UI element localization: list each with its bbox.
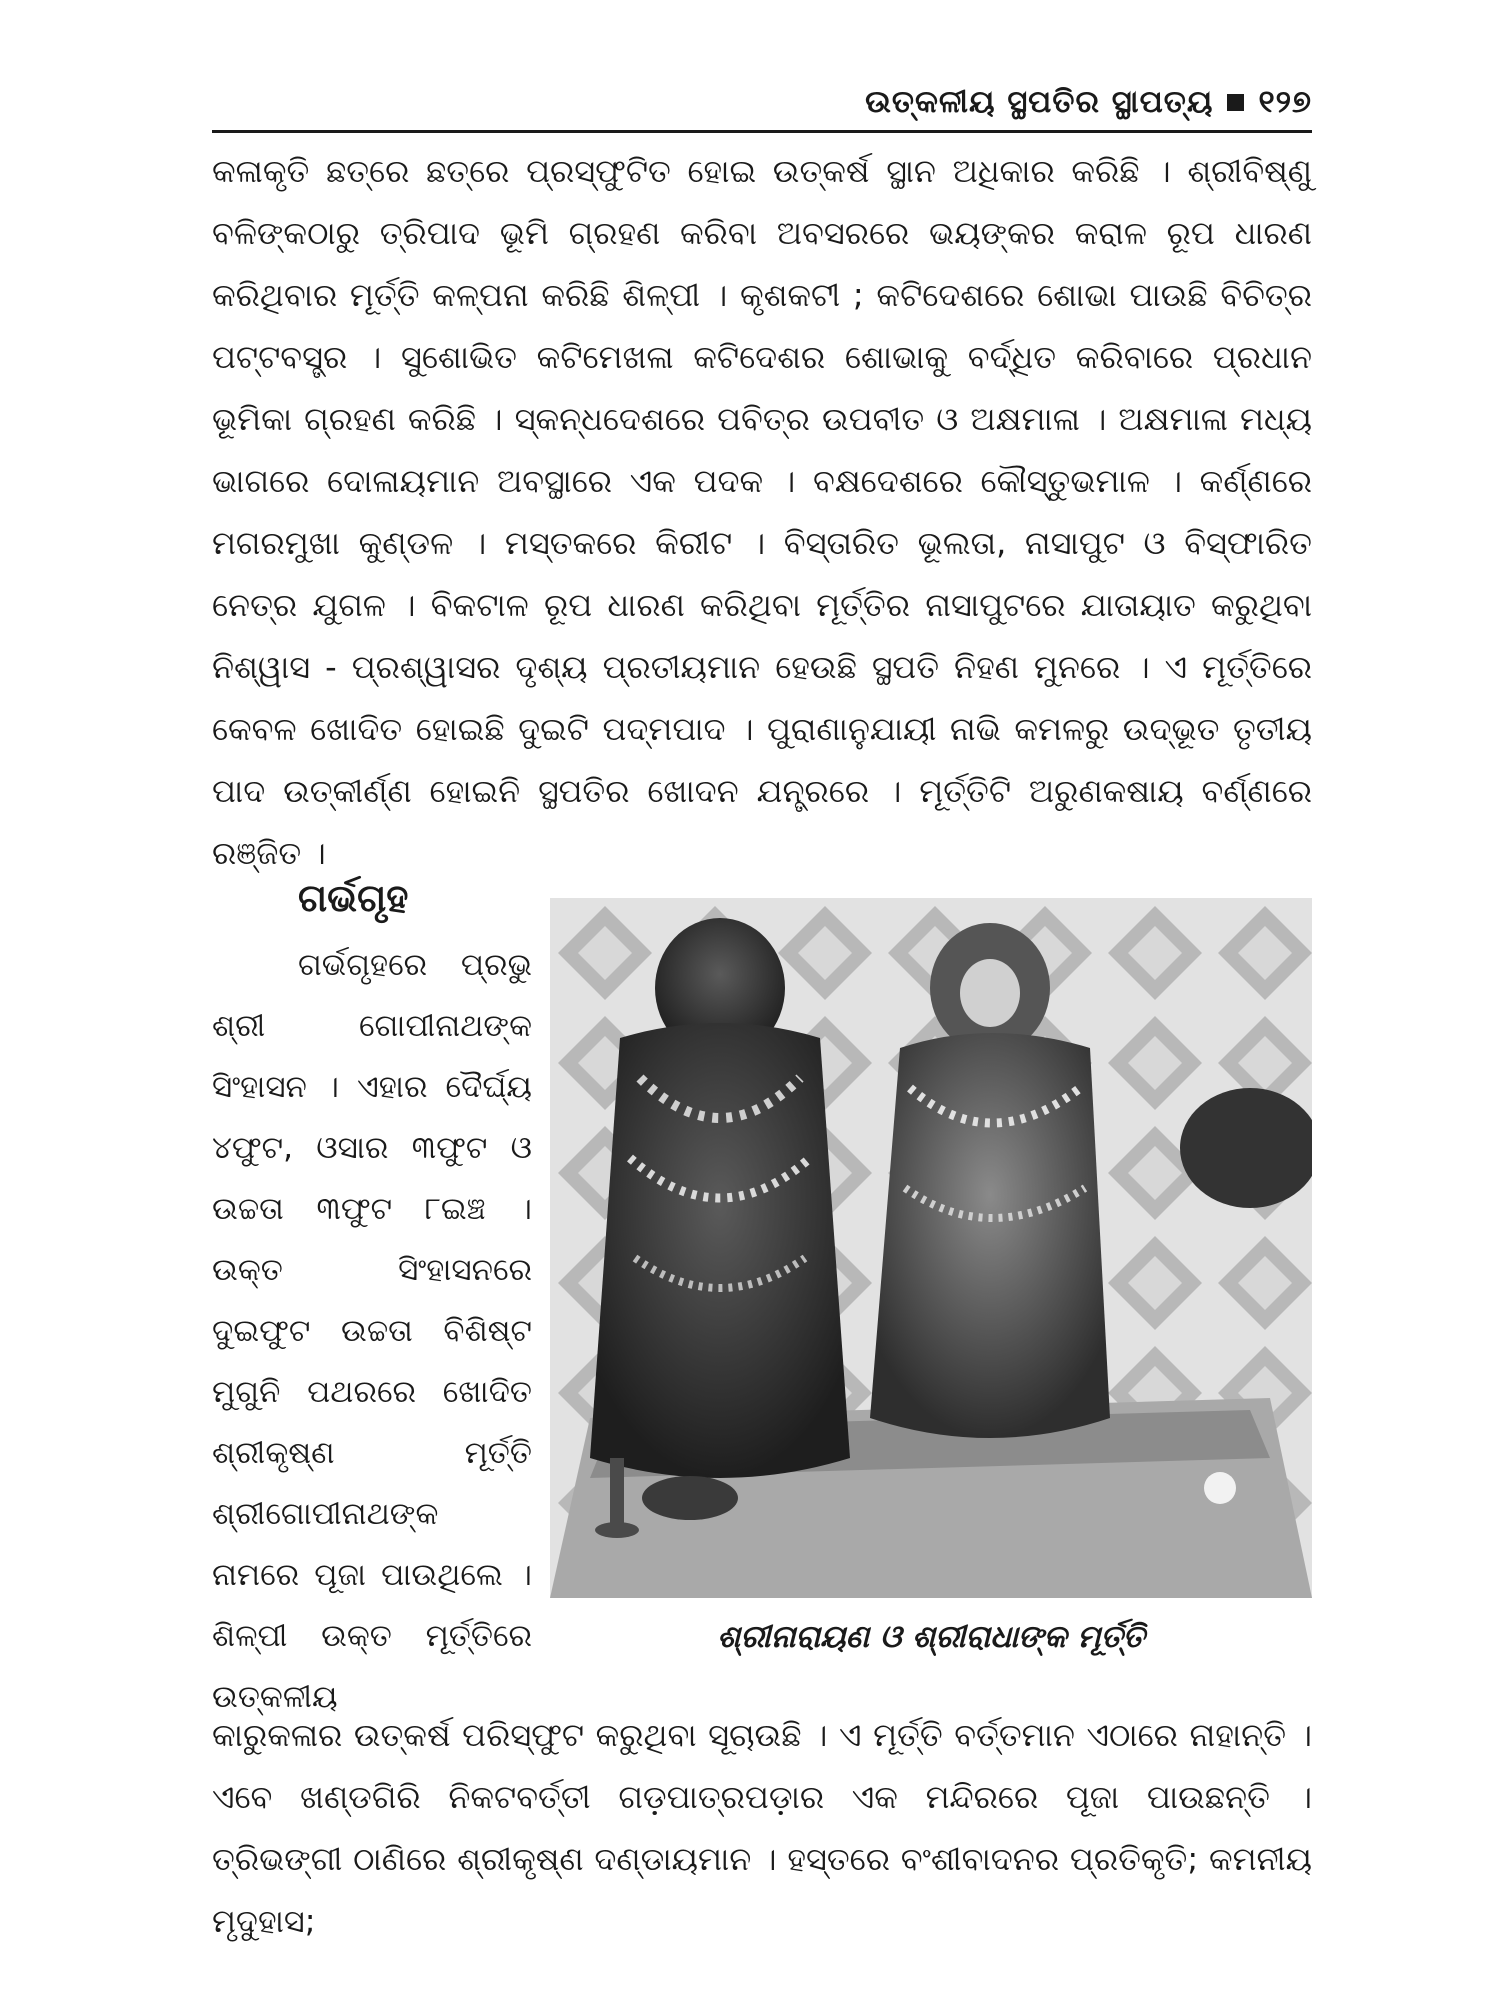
- header-rule: [212, 130, 1312, 133]
- running-header: [212, 78, 1312, 126]
- header-square-bullet: [1227, 94, 1244, 111]
- photo-illustration: [550, 898, 1312, 1598]
- column-text: ଗର୍ଭଗୃହରେ ପ୍ରଭୁ ଶ୍ରୀ ଗୋପୀନାଥଙ୍କ ସିଂହାସନ । ଏହାର ଦୈର୍ଘ୍ୟ ୪ଫୁଟ, ଓସାର ୩ଫୁଟ ଓ ଉଚ୍ଚତା ୩ଫୁଟ ୮ଇଞ୍ଚ । ଉକ୍ତ ସିଂହାସନରେ ଦୁଇଫୁଟ ଉଚ୍ଚତା ବିଶିଷ୍ଟ ମୁଗୁନି ପଥରରେ ଖୋଦିତ ଶ୍ରୀକୃଷ୍ଣ ମୂର୍ତ୍ତି ଶ୍ରୀଗୋପୀନାଥଙ୍କ ନାମରେ ପୂଜା ପାଉଥିଲେ । ଶିଳ୍ପୀ ଉକ୍ତ ମୂର୍ତ୍ତିରେ ଉତ୍କଳୀୟ: [212, 947, 532, 1715]
- section-heading: ଗର୍ଭଗୃହ: [298, 876, 409, 920]
- paragraph-bottom: କାରୁକଳାର ଉତ୍କର୍ଷ ପରିସ୍ଫୁଟ କରୁଥିବା ସୂଚାଉଛି । ଏ ମୂର୍ତ୍ତି ବର୍ତ୍ତମାନ ଏଠାରେ ନାହାନ୍ତି । ଏବେ ଖଣ୍ଡଗିରି ନିକଟବର୍ତ୍ତୀ ଗଡ଼ପାତ୍ରପଡ଼ାର ଏକ ମନ୍ଦିରରେ ପୂଜା ପାଉଛନ୍ତି । ତ୍ରିଭଙ୍ଗୀ ଠାଣିରେ ଶ୍ରୀକୃଷ୍ଣ ଦଣ୍ଡାୟମାନ । ହସ୍ତରେ ବଂଶୀବାଦନର ପ୍ରତିକୃତି; କମନୀୟ ମୃଦୁହାସ;: [212, 1716, 1312, 1940]
- paragraph-top: କଳାକୃତି ଛତ୍ରେ ଛତ୍ରେ ପ୍ରସ୍ଫୁଟିତ ହୋଇ ଉତ୍କର୍ଷ ସ୍ଥାନ ଅଧିକାର କରିଛି । ଶ୍ରୀବିଷ୍ଣୁ ବଳିଙ୍କଠାରୁ ତ୍ରିପାଦ ଭୂମି ଗ୍ରହଣ କରିବା ଅବସରରେ ଭୟଙ୍କର କରାଳ ରୂପ ଧାରଣ କରିଥିବାର ମୂର୍ତ୍ତି କଳ୍ପନା କରିଛି ଶିଳ୍ପୀ । କୃଶକଟୀ ; କଟିଦେଶରେ ଶୋଭା ପାଉଛି ବିଚିତ୍ର ପଟ୍ଟବସ୍ତ୍ର । ସୁଶୋଭିତ କଟିମେଖଳା କଟିଦେଶର ଶୋଭାକୁ ବର୍ଦ୍ଧିତ କରିବାରେ ପ୍ରଧାନ ଭୂମିକା ଗ୍ରହଣ କରିଛି । ସ୍କନ୍ଧଦେଶରେ ପବିତ୍ର ଉପବୀତ ଓ ଅକ୍ଷମାଳା । ଅକ୍ଷମାଳା ମଧ୍ୟ ଭାଗରେ ଦୋଳାୟମାନ ଅବସ୍ଥାରେ ଏକ ପଦକ । ବକ୍ଷଦେଶରେ କୌସ୍ତୁଭମାଳ । କର୍ଣ୍ଣରେ ମଗରମୁଖା କୁଣ୍ଡଳ । ମସ୍ତକରେ କିରୀଟ । ବିସ୍ତାରିତ ଭୂଲତା, ନାସାପୁଟ ଓ ବିସ୍ଫାରିତ ନେତ୍ର ଯୁଗଳ । ବିକଟାଳ ରୂପ ଧାରଣ କରିଥିବା ମୂର୍ତ୍ତିର ନାସାପୁଟରେ ଯାତାୟାତ କରୁଥିବା ନିଶ୍ୱାସ - ପ୍ରଶ୍ୱାସର ଦୃଶ୍ୟ ପ୍ରତୀୟମାନ ହେଉଛି ସ୍ଥପତି ନିହଣ ମୁନରେ । ଏ ମୂର୍ତ୍ତିରେ କେବଳ ଖୋଦିତ ହୋଇଛି ଦୁଇଟି ପଦ୍ମପାଦ । ପୁରାଣାନୁଯାୟୀ ନାଭି କମଳରୁ ଉଦ୍ଭୂତ ତୃତୀୟ ପାଦ ଉତ୍କୀର୍ଣ୍ଣ ହୋଇନି ସ୍ଥପତିର ଖୋଦନ ଯନ୍ତ୍ରରେ । ମୂର୍ତ୍ତିଟି ଅରୁଣକଷାୟ ବର୍ଣ୍ଣରେ ରଞ୍ଜିତ ।: [212, 152, 1312, 872]
- header-page-number: ୧୨୭: [1258, 83, 1312, 120]
- header-title: ଉତ୍କଳୀୟ ସ୍ଥପତିର ସ୍ଥାପତ୍ୟ: [865, 83, 1214, 120]
- figure-caption: ଶ୍ରୀନାରାୟଣ ଓ ଶ୍ରୀରାଧାଙ୍କ ମୂର୍ତ୍ତି: [717, 1619, 1145, 1655]
- deity-photograph: [550, 898, 1312, 1598]
